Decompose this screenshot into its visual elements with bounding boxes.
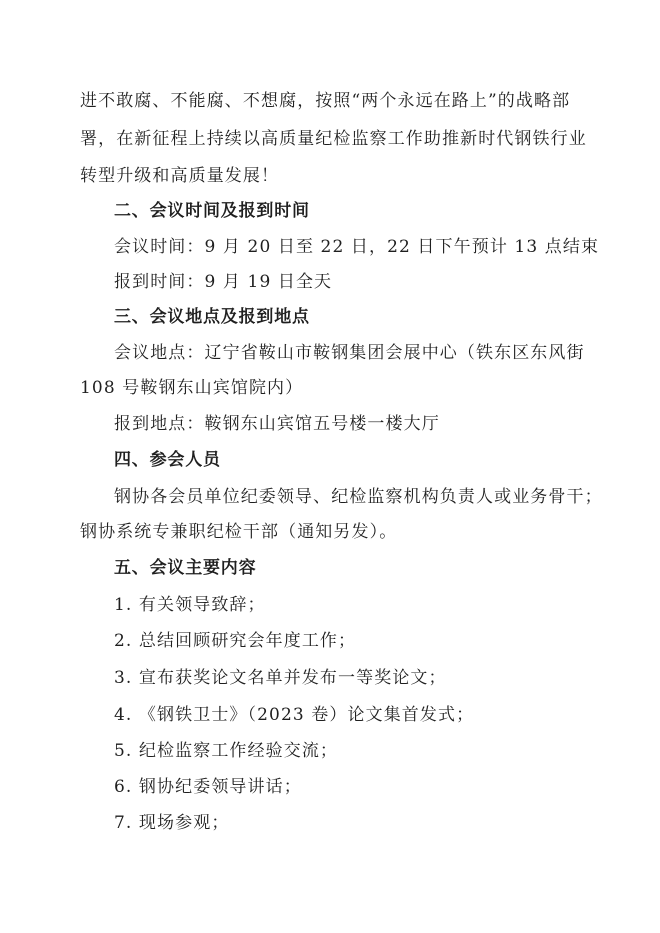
- agenda-item-4: 4. 《钢铁卫士》（2023 卷）论文集首发式；: [114, 705, 475, 725]
- venue-line-1: 会议地点：辽宁省鞍山市鞍钢集团会展中心（铁东区东风街: [114, 343, 585, 363]
- agenda-item-7: 7. 现场参观；: [114, 813, 230, 833]
- section-3-heading: 三、会议地点及报到地点: [114, 307, 310, 327]
- report-place: 报到地点：鞍钢东山宾馆五号楼一楼大厅: [114, 414, 440, 434]
- attendees-line-2: 钢协系统专兼职纪检干部（通知另发）。: [80, 522, 398, 542]
- agenda-item-3: 3. 宣布获奖论文名单并发布一等奖论文；: [114, 668, 447, 688]
- venue-line-2: 108 号鞍钢东山宾馆院内）: [80, 378, 304, 398]
- section-4-heading: 四、参会人员: [114, 450, 221, 470]
- intro-line-2: 署，在新征程上持续以高质量纪检监察工作助推新时代钢铁行业: [80, 129, 587, 149]
- intro-line-3: 转型升级和高质量发展！: [80, 166, 280, 186]
- intro-line-1: 进不敢腐、不能腐、不想腐，按照“两个永远在路上”的战略部: [80, 91, 571, 111]
- agenda-item-6: 6. 钢协纪委领导讲话；: [114, 777, 302, 797]
- section-5-heading: 五、会议主要内容: [114, 558, 257, 578]
- agenda-item-2: 2. 总结回顾研究会年度工作；: [114, 631, 357, 651]
- report-time: 报到时间：9 月 19 日全天: [114, 272, 333, 292]
- meeting-time: 会议时间：9 月 20 日至 22 日，22 日下午预计 13 点结束: [114, 237, 600, 257]
- section-2-heading: 二、会议时间及报到时间: [114, 201, 310, 221]
- agenda-item-1: 1. 有关领导致辞；: [114, 595, 266, 615]
- agenda-item-5: 5. 纪检监察工作经验交流；: [114, 741, 339, 761]
- attendees-line-1: 钢协各会员单位纪委领导、纪检监察机构负责人或业务骨干；: [114, 487, 603, 507]
